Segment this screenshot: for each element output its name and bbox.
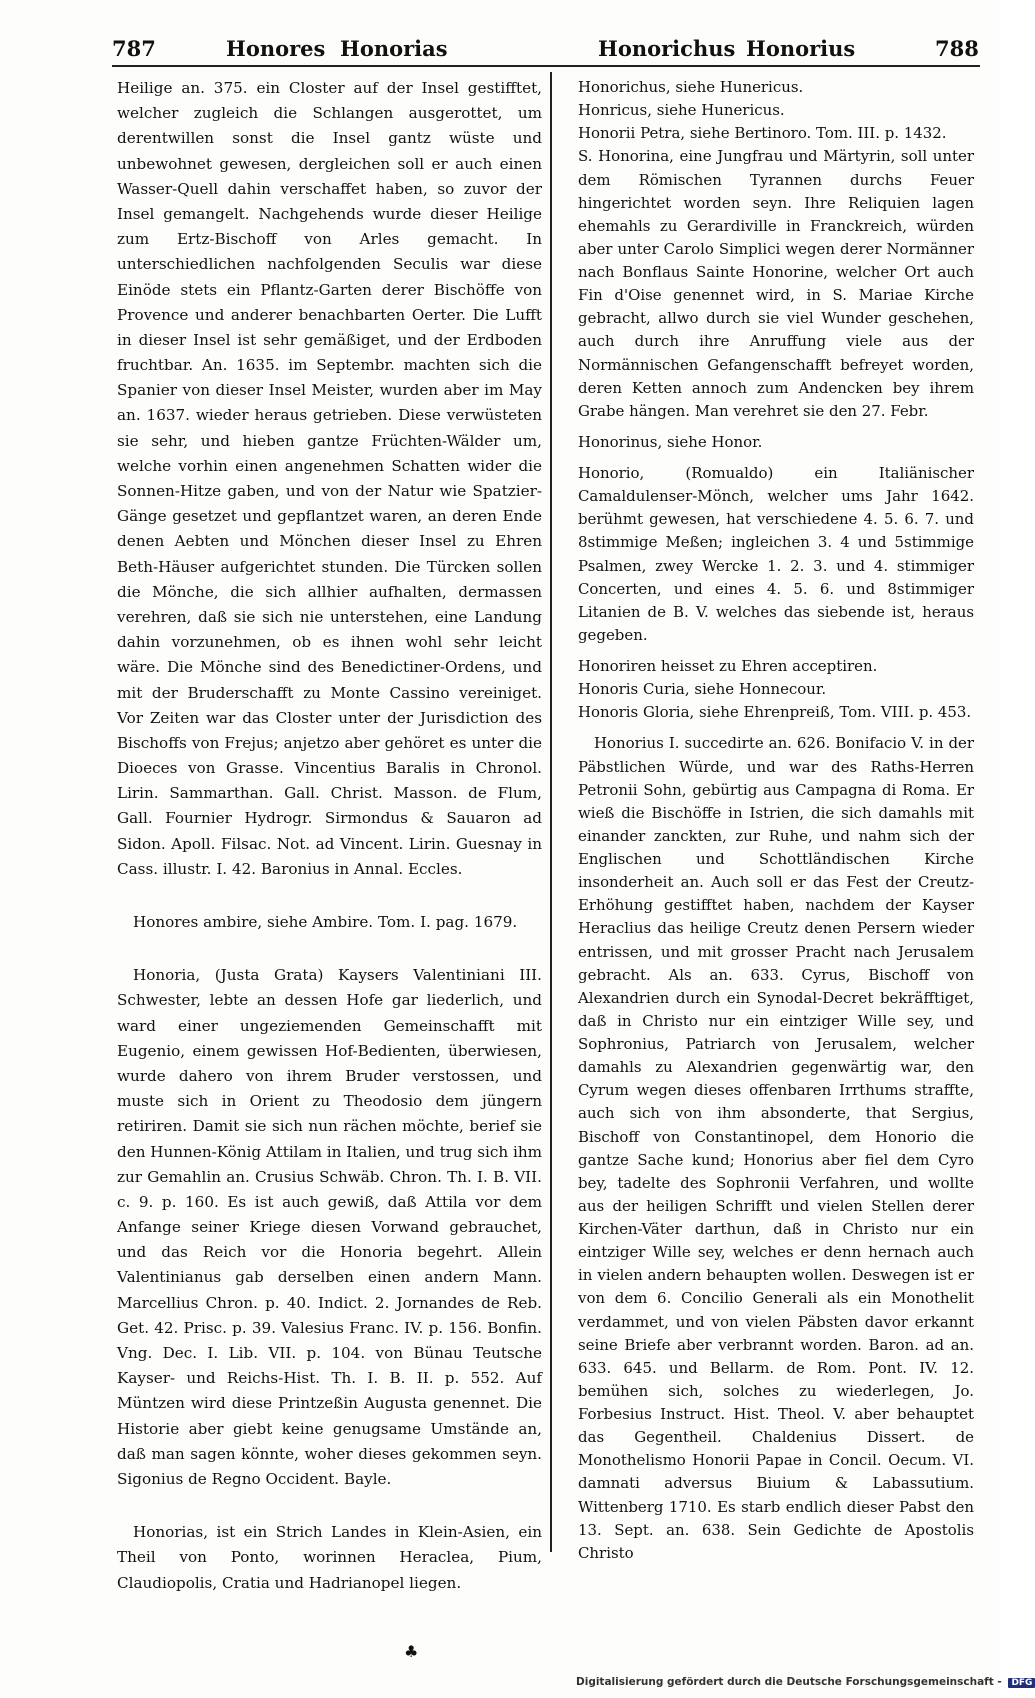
- entry-honoria: Honoria, (Justa Grata) Kaysers Valentiniani III. Schwester, lebte an dessen Hofe gar liederlich, und ward einer ungeziemenden Gemeinschafft mit Eugenio, einem gewissen Hof-Bedienten, überwiesen, wurde dahero von ihrem Bruder verstossen, und muste sich in Orient zu Theodosio dem jüngern retiriren. Damit sie sich nun rächen möchte, berief sie den Hunnen-König Attilam in Italien, und trug sich ihm zur Gemahlin an. Crusius Schwäb. Chron. Th. I. B. VII. c. 9. p. 160. Es ist auch gewiß, daß Attila vor dem Anfange seiner Kriege diesen Vorwand gebrauchet, und das Reich vor die Honoria begehrt. Allein Valentinianus gab derselben einen andern Mann. Marcellius Chron. p. 40. Indict. 2. Jornandes de Reb. Get. 42. Prisc. p. 39. Valesius Franc. IV. p. 156. Bonfin. Vng. Dec. I. Lib. VII. p. 104. von Bünau Teutsche Kayser- und Reichs-Hist. Th. I. B. II. p. 552. Auf Müntzen wird diese Printzeßin Augusta genennet. Die Historie aber giebt keine genugsame Umstände an, daß man sagen könnte, woher dieses gekommen seyn. Sigonius de Regno Occident. Bayle.: [117, 966, 542, 1488]
- left-running-head-2: Honorias: [340, 36, 448, 61]
- entry-honorinus: Honorinus, siehe Honor.: [578, 432, 763, 451]
- entry-lerins-continued: Heilige an. 375. ein Closter auf der Insel gestifftet, welcher zugleich die Schlangen ausgerottet, um derentwillen sonst die Insel gantz wüste und unbewohnet gewesen, dergleichen soll er auch einen Wasser-Quell dahin verschaffet haben, so zuvor der Insel gemangelt. Nachgehends wurde dieser Heilige zum Ertz-Bischoff von Arles gemacht. In unterschiedlichen nachfolgenden Seculis war diese Einöde stets ein Pflantz-Garten derer Bischöffe von Provence und anderer benachbarten Oerter. Die Lufft in dieser Insel ist sehr gemäßiget, und der Erdboden fruchtbar. An. 1635. im Septembr. machten sich die Spanier von dieser Insel Meister, wurden aber im May an. 1637. wieder heraus getrieben. Diese verwüsteten sie sehr, und hieben gantze Früchten-Wälder um, welche vorhin einen angenehmen Schatten wider die Sonnen-Hitze gaben, und von der Natur wie Spatzier-Gänge gesetzet und gepflantzet waren, an deren Ende denen Aebten und Mönchen dieser Insel zu Ehren Beth-Häuser aufgerichtet stunden. Die Türcken sollen die Mönche, die sich allhier aufhalten, dermassen verehren, daß sie sich nie unterstehen, eine Landung dahin vorzunehmen, ob es ihnen wohl sehr leicht wäre. Die Mönche sind des Benedictiner-Ordens, und mit der Bruderschafft zu Monte Cassino vereiniget. Vor Zeiten war das Closter unter der Jurisdiction des Bischoffs von Frejus; anjetzo aber gehöret es unter die Dioeces von Grasse. Vincentius Baralis in Chronol. Lirin. Sammarthan. Gall. Christ. Masson. de Flum, Gall. Fournier Hydrogr. Sirmondus & Sauaron ad Sidon. Apoll. Filsac. Not. ad Vincent. Lirin. Guesnay in Cass. illustr. I. 42. Baronius in Annal. Eccles.: [117, 79, 542, 878]
- right-running-head-2: Honorius: [746, 36, 856, 61]
- entry-honorius-i: Honorius I. succedirte an. 626. Bonifacio V. in der Päbstlichen Würde, und war des Raths-Herren Petronii Sohn, gebürtig aus Campagna di Roma. Er wieß die Bischöffe in Istrien, die sich damahls mit einander zanckten, zur Ruhe, und nahm sich der Englischen und Schottländischen Kirche insonderheit an. Auch soll er das Fest der Creutz-Erhöhung gestifftet haben, nachdem der Kayser Heraclius das heilige Creutz denen Persern wieder entrissen, und mit grosser Pracht nach Jerusalem gebracht. Als an. 633. Cyrus, Bischoff von Alexandrien durch ein Synodal-Decret bekräfftiget, daß in Christo nur ein eintziger Wille sey, und Sophronius, Patriarch von Jerusalem, welcher damahls zu Alexandrien gegenwärtig war, den Cyrum wegen dieses offenbaren Irrthums straffte, auch sich von ihm absonderte, that Sergius, Bischoff von Constantinopel, dem Honorio die gantze Sache kund; Honorius aber fiel dem Cyro bey, tadelte des Sophronii Verfahren, und wollte aus der heiligen Schrifft und vielen Stellen derer Kirchen-Väter darthun, daß in Christo nur ein eintziger Wille sey, welches er denn hernach auch in vielen andern behaupten wollen. Deswegen ist er von dem 6. Concilio Generali als ein Monothelit verdammet, und von vielen Päbsten davor erkannt seine Briefe aber verbrannt worden. Baron. ad an. 633. 645. und Bellarm. de Rom. Pont. IV. 12. bemühen sich, solches zu wiederlegen, Jo. Forbesius Instruct. Hist. Theol. V. aber behauptet das Gegentheil. Chaldenius Dissert. de Monothelismo Honorii Papae in Concil. Oecum. VI. damnati adversus Biuium & Labassutium. Wittenberg 1710. Es starb endlich dieser Pabst den 13. Sept. an. 638. Sein Gedichte de Apostolis Christo: [578, 734, 974, 1562]
- right-page-number: 788: [935, 36, 979, 61]
- entry-honorii-petra: Honorii Petra, siehe Bertinoro. Tom. III. p. 1432.: [578, 124, 947, 143]
- credit-text: Digitalisierung gefördert durch die Deutsche Forschungsgemeinschaft -: [576, 1676, 1002, 1688]
- left-page-number: 787: [112, 36, 156, 61]
- entry-honoris-curia: Honoris Curia, siehe Honnecour.: [578, 680, 827, 699]
- entry-s-honorina: S. Honorina, eine Jungfrau und Märtyrin, soll unter dem Römischen Tyrannen durchs Feuer hingerichtet worden seyn. Ihre Reliquien lagen ehemahls zu Gerardiville in Franckreich, würden aber unter Carolo Simplici wegen derer Normänner nach Bonflaus Sainte Honorine, welcher Ort auch Fin d'Oise genennet wird, in S. Mariae Kirche gebracht, allwo durch sie viel Wunder geschehen, auch durch ihre Anruffung viele aus der Normännischen Gefangenschafft befreyet worden, deren Ketten annoch zum Andencken bey ihrem Grabe hängen. Man verehret sie den 27. Febr.: [578, 147, 974, 420]
- column-divider: [550, 72, 552, 1552]
- right-column: [578, 76, 974, 1565]
- left-column: [117, 76, 542, 1596]
- entry-honorias: Honorias, ist ein Strich Landes in Klein-Asien, ein Theil von Ponto, worinnen Heraclea, Pium, Claudiopolis, Cratia und Hadrianopel liegen.: [117, 1523, 542, 1592]
- header-rule: [112, 65, 980, 67]
- printer-ornament: ♣: [404, 1642, 419, 1661]
- entry-honoris-gloria: Honoris Gloria, siehe Ehrenpreiß, Tom. VIII. p. 453.: [578, 703, 972, 722]
- right-running-head-1: Honorichus: [598, 36, 736, 61]
- entry-honores-ambire: Honores ambire, siehe Ambire. Tom. I. pag. 1679.: [133, 913, 518, 931]
- digitization-credit: [576, 1676, 1035, 1688]
- dfg-logo: DFG: [1008, 1678, 1035, 1688]
- left-running-head-1: Honores: [226, 36, 326, 61]
- entry-honorio-romualdo: Honorio, (Romualdo) ein Italiänischer Camaldulenser-Mönch, welcher ums Jahr 1642. berühmt gewesen, hat verschiedene 4. 5. 6. 7. und 8stimmige Meßen; ingleichen 3. 4 und 5stimmige Psalmen, zwey Wercke 1. 2. 3. und 4. stimmiger Concerten, und eines 4. 5. 6. und 8stimmiger Litanien de B. V. welches das siebende ist, heraus gegeben.: [578, 464, 974, 644]
- entry-honoriren: Honoriren heisset zu Ehren acceptiren.: [578, 657, 878, 675]
- entry-honricus: Honricus, siehe Hunericus.: [578, 101, 785, 120]
- entry-honorichus: Honorichus, siehe Hunericus.: [578, 78, 804, 96]
